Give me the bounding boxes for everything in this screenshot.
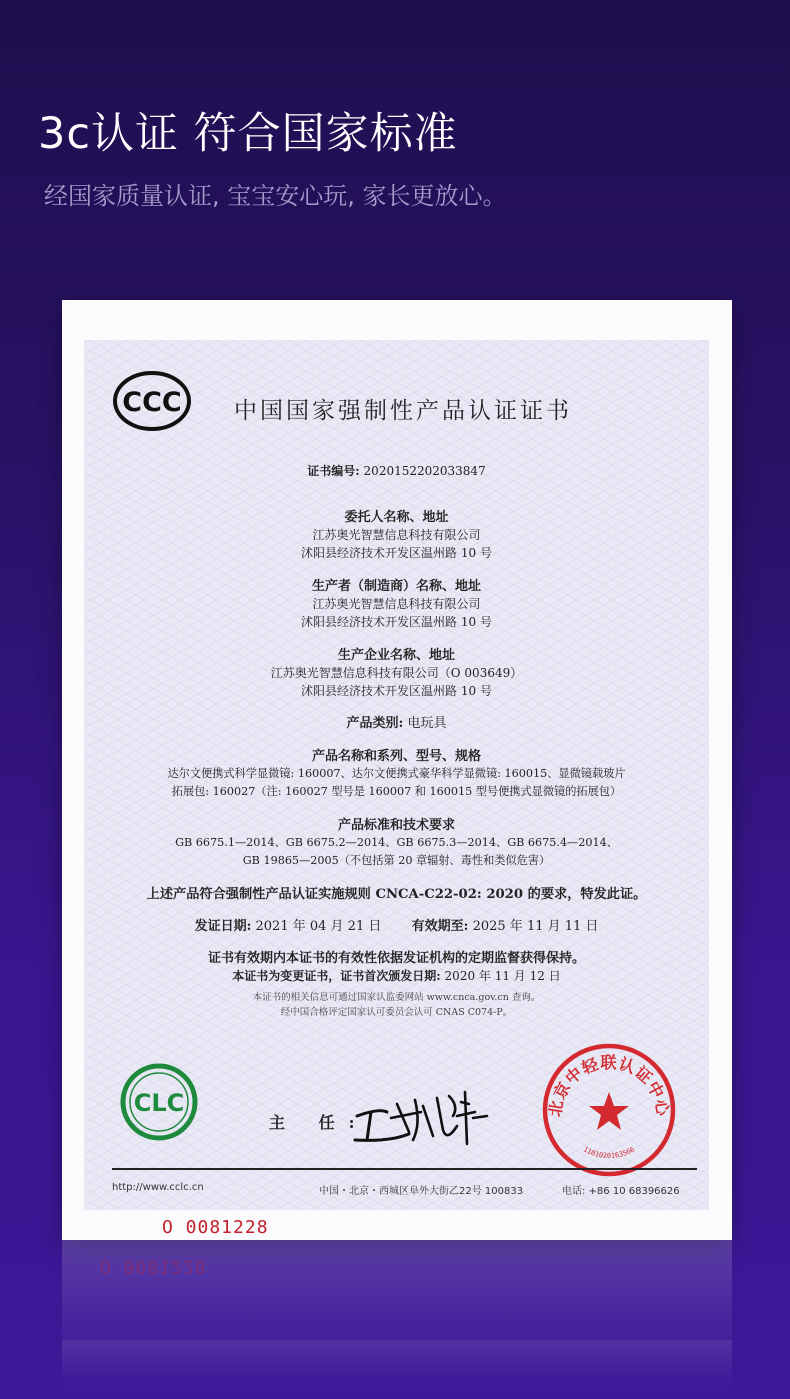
certificate-number-label: 证书编号:	[307, 464, 360, 478]
footer-divider	[112, 1168, 697, 1170]
footer-telephone: 电话: +86 10 68396626	[562, 1186, 680, 1197]
validity-note: 证书有效期内本证书的有效性依据发证机构的定期监督获得保持。	[207, 951, 585, 966]
category-row	[84, 712, 709, 731]
page-headline: 3c认证 符合国家标准	[38, 109, 458, 159]
product-line-1: 达尔文便携式科学显微镜: 160007、达尔文便携式豪华科学显微镜: 160015、显微镜载玻片	[167, 767, 626, 780]
svg-text:1101020163566	[582, 1145, 636, 1160]
footer-url[interactable]: http://www.cclc.cn	[112, 1182, 204, 1193]
product-heading: 产品名称和系列、型号、规格	[311, 749, 481, 764]
standards-line-1: GB 6675.1—2014、GB 6675.2—2014、GB 6675.3—2014、GB 6675.4—2014、	[175, 836, 618, 849]
reflection-fade	[62, 1340, 732, 1380]
manufacturer-heading: 生产者（制造商）名称、地址	[311, 579, 481, 594]
standards-line-2: GB 19865—2005（不包括第 20 章辐射、毒性和类似危害）	[242, 854, 551, 867]
category-value: 电玩具	[407, 716, 447, 731]
factory-heading: 生产企业名称、地址	[337, 648, 455, 663]
certificate-title: 中国国家强制性产品认证证书	[234, 398, 572, 424]
reflected-serial: O 0081228	[100, 1256, 207, 1277]
change-note-row	[84, 967, 709, 984]
change-note-value: 2020 年 11 月 12 日	[444, 969, 561, 983]
certificate-number-row	[84, 462, 709, 479]
certificate-serial: O 0081228	[162, 1217, 269, 1238]
dates-row	[84, 915, 709, 934]
client-name: 江苏奥光智慧信息科技有限公司	[312, 528, 481, 542]
issue-date-label: 发证日期:	[194, 919, 252, 934]
manufacturer-address: 沭阳县经济技术开发区温州路 10 号	[301, 615, 492, 629]
change-note-label: 本证书为变更证书，证书首次颁发日期:	[232, 969, 441, 983]
accreditation-note: 经中国合格评定国家认可委员会认可 CNAS C074-P。	[280, 1007, 513, 1018]
clc-logo-text: CLC	[133, 1089, 185, 1117]
certificate-number-value: 2020152202033847	[363, 464, 486, 478]
info-note: 本证书的相关信息可通过国家认监委网站 www.cnca.gov.cn 查询。	[252, 992, 541, 1003]
footer-address: 中国・北京・西城区阜外大街乙22号 100833	[319, 1186, 524, 1197]
seal-text: 北京中轻联认证中心	[545, 1053, 673, 1118]
certificate-reflection	[62, 1240, 732, 1399]
client-heading: 委托人名称、地址	[344, 510, 449, 525]
manufacturer-name: 江苏奥光智慧信息科技有限公司	[312, 597, 481, 611]
ccc-logo-text: CCC	[122, 387, 182, 418]
client-address: 沭阳县经济技术开发区温州路 10 号	[301, 546, 492, 560]
ccc-logo-icon	[112, 370, 192, 432]
clc-logo-icon	[119, 1062, 199, 1142]
factory-address: 沭阳县经济技术开发区温州路 10 号	[301, 684, 492, 698]
director-label: 主 任:	[269, 1113, 369, 1132]
certification-seal	[539, 1040, 679, 1180]
page-subtitle: 经国家质量认证, 宝宝安心玩, 家长更放心。	[44, 182, 507, 210]
director-signature	[349, 1082, 499, 1152]
factory-name: 江苏奥光智慧信息科技有限公司（O 003649）	[270, 666, 523, 680]
conformity-statement: 上述产品符合强制性产品认证实施规则 CNCA-C22-02: 2020 的要求，特发此证。	[146, 887, 647, 902]
certificate-sheet	[84, 340, 709, 1210]
standards-heading: 产品标准和技术要求	[337, 818, 455, 833]
expiry-date-label: 有效期至:	[411, 919, 469, 934]
seal-code: 1101020163566	[581, 1145, 637, 1160]
category-label: 产品类别:	[346, 716, 404, 731]
issue-date-value: 2021 年 04 月 21 日	[255, 919, 382, 934]
product-line-2: 拓展包: 160027（注: 160027 型号是 160007 和 160015 型号便携式显微镜的拓展包）	[171, 785, 622, 798]
certificate-paper	[62, 300, 732, 1240]
expiry-date-value: 2025 年 11 月 11 日	[472, 919, 599, 934]
